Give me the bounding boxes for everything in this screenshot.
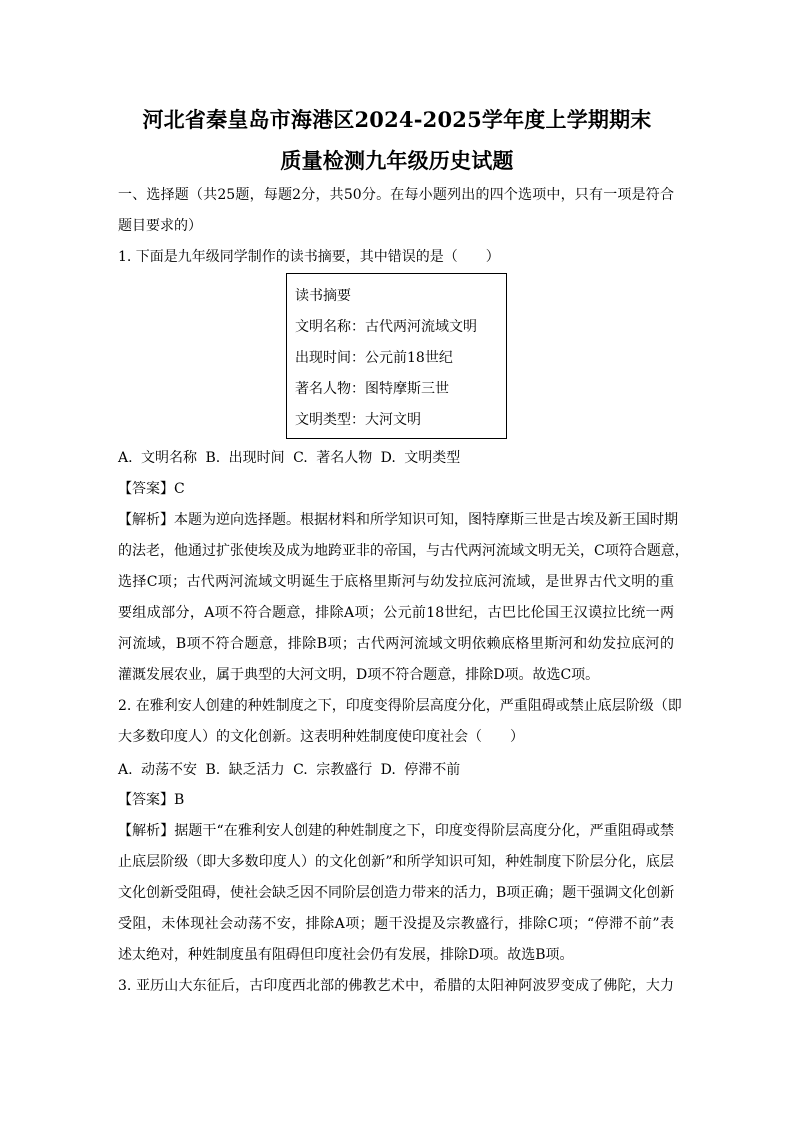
question-3-stem: 3. 亚历山大东征后，古印度西北部的佛教艺术中，希腊的太阳神阿波罗变成了佛陀，大力	[118, 978, 674, 994]
question-1-analysis-line: 选择C项；古代两河流域文明诞生于底格里斯河与幼发拉底河流域，是世界古代文明的重	[118, 574, 674, 590]
question-2-stem-line-1: 2. 在雅利安人创建的种姓制度之下，印度变得阶层高度分化，严重阻碍或禁止底层阶级（即	[118, 698, 682, 714]
question-1-analysis-line: 【解析】本题为逆向选择题。根据材料和所学知识可知，图特摩斯三世是古埃及新王国时期	[118, 512, 678, 528]
document-title-line-1: 河北省秦皇岛市海港区2024-2025学年度上学期期末	[142, 107, 652, 132]
section-instruction-line-2: 题目要求的）	[118, 218, 202, 234]
question-1-analysis-line: 的法老，他通过扩张使埃及成为地跨亚非的帝国，与古代两河流域文明无关，C项符合题意，	[118, 543, 689, 559]
reading-summary-row: 著名人物：图特摩斯三世	[295, 381, 449, 397]
section-instruction-line-1: 一、选择题（共25题，每题2分，共50分。在每小题列出的四个选项中，只有一项是符合	[118, 187, 674, 203]
question-2-analysis-line: 止底层阶级（即大多数印度人）的文化创新”和所学知识可知，种姓制度下阶层分化，底层	[118, 854, 674, 870]
question-2-answer: 【答案】B	[118, 792, 185, 808]
reading-summary-row: 文明名称：古代两河流域文明	[295, 319, 477, 335]
reading-summary-row: 出现时间：公元前18世纪	[295, 350, 453, 366]
question-2-options: A. 动荡不安 B. 缺乏活力 C. 宗教盛行 D. 停滞不前	[118, 762, 461, 778]
question-1-analysis-line: 灌溉发展农业，属于典型的大河文明，D项不符合题意，排除D项。故选C项。	[118, 667, 600, 683]
reading-summary-heading: 读书摘要	[295, 288, 351, 304]
question-1-analysis-line: 河流域，B项不符合题意，排除B项；古代两河流域文明依赖底格里斯河和幼发拉底河的	[118, 636, 674, 652]
reading-summary-row: 文明类型：大河文明	[295, 412, 421, 428]
question-2-analysis-line: 述太绝对，种姓制度虽有阻碍但印度社会仍有发展，排除D项。故选B项。	[118, 947, 574, 963]
question-1-answer: 【答案】C	[118, 481, 185, 497]
question-1-options: A. 文明名称 B. 出现时间 C. 著名人物 D. 文明类型	[118, 450, 461, 466]
reading-summary-box	[286, 273, 507, 439]
question-2-analysis-line: 受阻，未体现社会动荡不安，排除A项；题干没提及宗教盛行，排除C项；“停滞不前”表	[118, 916, 674, 932]
question-2-analysis-line: 文化创新受阻碍，使社会缺乏因不同阶层创造力带来的活力，B项正确；题干强调文化创新	[118, 885, 675, 901]
question-1-stem: 1. 下面是九年级同学制作的读书摘要，其中错误的是（ ）	[118, 249, 500, 265]
question-1-analysis-line: 要组成部分，A项不符合题意，排除A项；公元前18世纪，古巴比伦国王汉谟拉比统一两	[118, 605, 674, 621]
question-2-stem-line-2: 大多数印度人）的文化创新。这表明种姓制度使印度社会（ ）	[118, 729, 524, 745]
document-title-line-2: 质量检测九年级历史试题	[280, 148, 514, 173]
question-2-analysis-line: 【解析】据题干“在雅利安人创建的种姓制度之下，印度变得阶层高度分化，严重阻碍或禁	[118, 823, 674, 839]
